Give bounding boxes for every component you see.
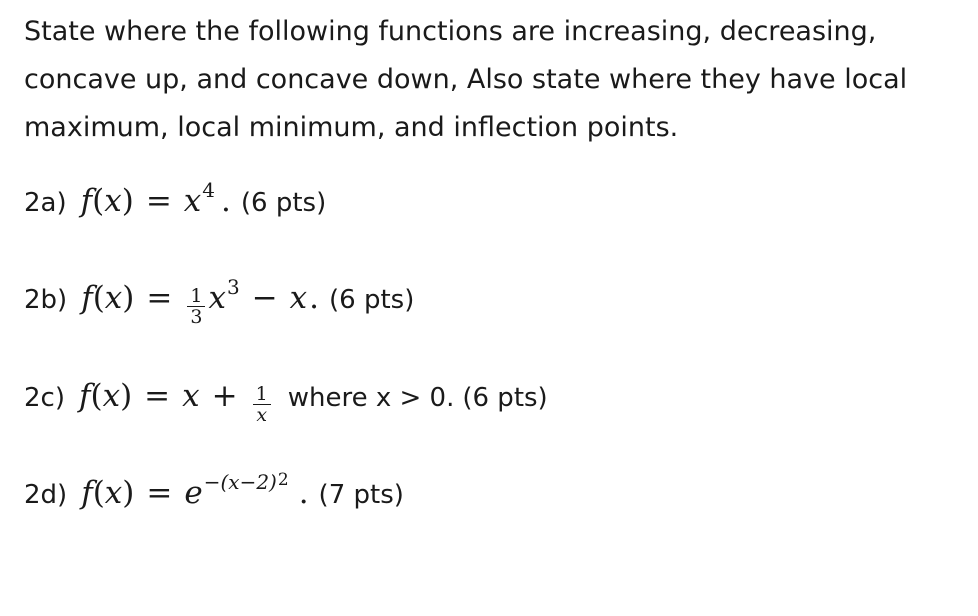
instructions-line-2: concave up, and concave down, Also state where they have local xyxy=(24,64,908,95)
points-value: (7 pts) xyxy=(318,480,404,510)
points-value: (6 pts) xyxy=(329,285,415,315)
formula: f ( x ) = $\frac{1}{3}$ x 3 − x . xyxy=(81,275,320,328)
problem-2b xyxy=(24,275,415,332)
instructions-line-1: State where the following functions are increasing, decreasing, xyxy=(24,16,877,47)
problem-2c xyxy=(24,378,548,430)
problem-2d xyxy=(24,470,404,511)
instructions xyxy=(24,8,958,152)
formula: f ( x ) = x + $\frac{1}{x}$ xyxy=(79,378,274,430)
formula: f ( x ) = x 4 . xyxy=(80,178,231,219)
condition-text: where x > 0. xyxy=(287,383,455,413)
instructions-line-3: maximum, local minimum, and inflection points. xyxy=(24,112,679,143)
problem-label: 2d) xyxy=(24,480,68,510)
problem-label: 2b) xyxy=(24,285,68,315)
worksheet xyxy=(24,8,958,511)
formula: f ( x ) = e −(x−2) 2 . xyxy=(81,470,309,511)
fraction: $\frac{1}{3}$ xyxy=(187,287,205,326)
problem-label: 2c) xyxy=(24,383,65,413)
problem-label: 2a) xyxy=(24,188,67,218)
fraction: $\frac{1}{x}$ xyxy=(253,385,271,424)
points-value: (6 pts) xyxy=(462,383,548,413)
problem-2a xyxy=(24,178,327,219)
points-value: (6 pts) xyxy=(240,188,327,218)
